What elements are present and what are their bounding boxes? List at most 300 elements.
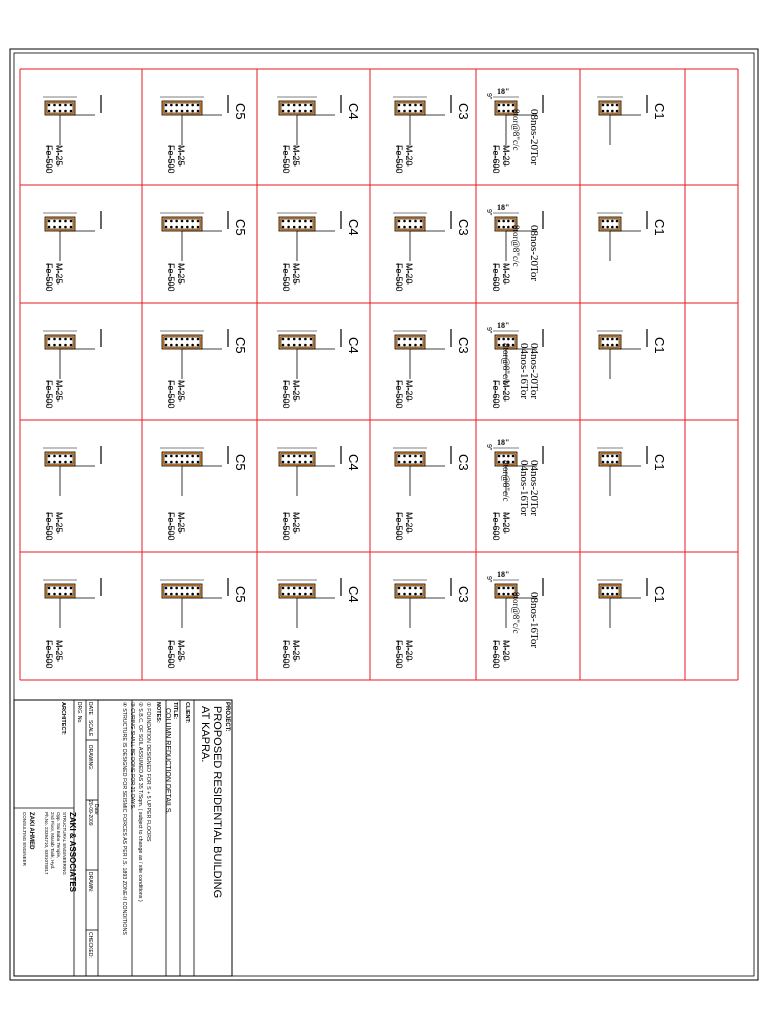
rebar-top-r1-c5-4 [70,220,73,223]
tb-firm-line1: STRUCTURAL ENGINEERING [62,812,67,875]
rebar-top-r1-c0-2 [611,220,614,223]
rebar-top-r1-c2-2 [409,220,412,223]
rebar-top-r0-c0-3 [616,104,619,107]
steel-r1-c4-wrap [166,263,176,292]
column-label-r2-c3: C4 [346,337,361,354]
steel-r4-c5-wrap [44,640,54,669]
rebar-top-r2-c0-3 [616,338,619,341]
rebar-top-r2-c2-0 [398,338,401,341]
rebar-top-r2-c1-3 [512,338,515,341]
rebar-bot-r1-c5-1 [53,226,56,229]
bar-callout-r3-0: 04nos-20Tor [528,460,540,517]
rebar-top-r4-c3-0 [282,587,285,590]
grade-r2-c4: M-25 [176,380,186,401]
column-label-r0-c3-wrap [346,103,361,120]
steel-r2-c4-wrap [166,380,176,409]
rebar-top-r1-c4-0 [165,220,168,223]
grade-r3-c2: M-20 [404,512,414,533]
tie-callout-r2-wrap [501,343,511,384]
rebar-bot-r0-c5-0 [48,110,51,113]
cell-r1-c3 [277,211,361,292]
rebar-top-r1-c3-5 [310,220,313,223]
column-label-r0-c2-wrap [456,103,471,120]
rebar-bot-r2-c0-2 [611,344,614,347]
column-label-r0-c0: C1 [652,103,667,120]
rebar-bot-r4-c2-2 [409,593,412,596]
rebar-top-r2-c0-2 [611,338,614,341]
rebar-top-r0-c4-2 [175,104,178,107]
tb-checked-label: CHECKED: [87,932,93,958]
grade-r3-c4: M-25 [176,512,186,533]
cell-r2-c5 [43,329,101,409]
rebar-top-r1-c0-1 [606,220,609,223]
cell-r4-c3 [277,578,361,669]
steel-r0-c3: Fe-500 [281,145,291,174]
rebar-bot-r0-c2-0 [398,110,401,113]
rebar-bot-r2-c3-5 [310,344,313,347]
cell-r4-c5 [43,578,101,669]
steel-r0-c1: Fe-600 [491,145,501,174]
rebar-bot-r0-c4-1 [170,110,173,113]
rebar-bot-r4-c3-3 [299,593,302,596]
rebar-top-r1-c3-3 [299,220,302,223]
grade-r0-c4: M-25 [176,145,186,166]
grade-r4-c2: M-20 [404,640,414,661]
rebar-bot-r2-c5-3 [64,344,67,347]
rebar-top-r4-c1-2 [507,587,510,590]
rebar-bot-r0-c5-2 [59,110,62,113]
steel-r3-c4: Fe-500 [166,512,176,541]
tb-date-label: DATE [87,702,93,715]
rebar-bot-r3-c2-0 [398,461,401,464]
column-label-r0-c0-wrap [652,103,667,120]
grade-r1-c4-wrap [176,263,186,284]
rebar-top-r1-c5-1 [53,220,56,223]
steel-r1-c3: Fe-500 [281,263,291,292]
grade-r2-c4-wrap [176,380,186,401]
rebar-top-r4-c4-6 [197,587,200,590]
cell-r1-c2 [393,211,471,292]
rebar-top-r4-c5-4 [70,587,73,590]
bar-callout-r0-0-wrap [528,109,540,165]
rebar-top-r0-c5-0 [48,104,51,107]
rebar-bot-r2-c4-6 [197,344,200,347]
rebar-top-r1-c0-3 [616,220,619,223]
rebar-top-r0-c4-6 [197,104,200,107]
bar-callout-r2-0: 04nos-20Tor [528,343,540,400]
rebar-top-r0-c4-5 [191,104,194,107]
rebar-top-r1-c4-2 [175,220,178,223]
rebar-bot-r1-c4-3 [181,226,184,229]
rebar-top-r4-c1-1 [502,587,505,590]
rebar-top-r0-c2-1 [403,104,406,107]
rebar-top-r2-c5-2 [59,338,62,341]
steel-r0-c1-wrap [491,145,501,174]
steel-r0-c2: Fe-500 [394,145,404,174]
cell-r3-c5 [43,446,101,541]
grade-r4-c5: M-25 [54,640,64,661]
rebar-top-r1-c5-2 [59,220,62,223]
rebar-bot-r3-c3-3 [299,461,302,464]
rebar-bot-r2-c4-0 [165,344,168,347]
rebar-bot-r3-c5-2 [59,461,62,464]
tb-architect-label: ARCHITECT: [60,702,66,735]
rebar-bot-r0-c1-1 [502,110,505,113]
grade-r1-c2: M-20 [404,263,414,284]
steel-r1-c3-wrap [281,263,291,292]
grade-r4-c4-wrap [176,640,186,661]
rebar-bot-r3-c4-4 [186,461,189,464]
rebar-top-r4-c4-4 [186,587,189,590]
rebar-top-r4-c4-5 [191,587,194,590]
rebar-top-r2-c4-0 [165,338,168,341]
rebar-top-r4-c4-0 [165,587,168,590]
grade-r0-c5-wrap [54,145,64,166]
column-label-r4-c4-wrap [233,586,248,603]
rebar-top-r0-c4-1 [170,104,173,107]
rebar-top-r0-c4-3 [181,104,184,107]
rebar-top-r2-c0-0 [602,338,605,341]
rebar-bot-r0-c1-2 [507,110,510,113]
rebar-bot-r1-c0-0 [602,226,605,229]
rebar-top-r4-c4-1 [170,587,173,590]
rebar-top-r1-c2-0 [398,220,401,223]
rebar-bot-r4-c4-0 [165,593,168,596]
rebar-bot-r1-c5-0 [48,226,51,229]
rebar-top-r1-c4-3 [181,220,184,223]
cell-r4-c2 [393,578,471,669]
rebar-bot-r0-c2-3 [414,110,417,113]
tb-firm-line4: Ph.No. 23394710, 9391075817 [44,812,49,875]
rebar-top-r2-c3-1 [287,338,290,341]
grade-r1-c5-wrap [54,263,64,284]
rebar-bot-r2-c3-4 [304,344,307,347]
column-label-r4-c3-wrap [346,586,361,603]
rebar-top-r4-c2-0 [398,587,401,590]
rebar-top-r0-c2-2 [409,104,412,107]
grade-r3-c1: M-20 [501,512,511,533]
tb-drawing-label: DRAWING: [87,745,93,771]
rebar-top-r3-c5-0 [48,455,51,458]
column-label-r3-c2-wrap [456,454,471,471]
rebar-top-r1-c2-4 [420,220,423,223]
grade-r3-c1-wrap [501,512,511,533]
rebar-top-r2-c1-0 [498,338,501,341]
tb-notes-label: NOTES: [155,702,161,723]
rebar-bot-r2-c4-3 [181,344,184,347]
rebar-top-r3-c2-3 [414,455,417,458]
rebar-top-r2-c3-5 [310,338,313,341]
rebar-top-r2-c5-4 [70,338,73,341]
rebar-bot-r0-c5-3 [64,110,67,113]
rebar-bot-r4-c5-4 [70,593,73,596]
column-label-r3-c4: C5 [233,454,248,471]
schedule-cells [43,87,667,669]
steel-r4-c1: Fe-600 [491,640,501,669]
rebar-top-r0-c2-3 [414,104,417,107]
rebar-top-r3-c2-1 [403,455,406,458]
rebar-bot-r1-c0-3 [616,226,619,229]
tb-firm-name: ZAKI & ASSOCIATES [68,812,77,893]
grade-r1-c2-wrap [404,263,414,284]
column-label-r1-c2: C3 [456,219,471,236]
rebar-bot-r3-c3-2 [293,461,296,464]
column-label-r3-c2: C3 [456,454,471,471]
rebar-bot-r4-c4-3 [181,593,184,596]
bar-callout-r3-1: 04nos-16Tor [518,460,530,517]
rebar-bot-r1-c3-4 [304,226,307,229]
rebar-bot-r1-c3-2 [293,226,296,229]
rebar-bot-r4-c0-2 [611,593,614,596]
rebar-top-r2-c4-3 [181,338,184,341]
rebar-top-r3-c4-5 [191,455,194,458]
cell-r1-c0 [597,211,667,261]
rebar-bot-r2-c4-4 [186,344,189,347]
rebar-bot-r0-c0-2 [611,110,614,113]
grade-r3-c5: M-25 [54,512,64,533]
rebar-bot-r1-c1-1 [502,226,505,229]
rebar-bot-r0-c5-1 [53,110,56,113]
column-label-r3-c4-wrap [233,454,248,471]
column-label-r2-c0-wrap [652,337,667,354]
cell-r1-c1 [485,203,543,292]
tie-callout-r4-wrap [511,592,521,633]
rebar-top-r1-c1-3 [512,220,515,223]
rebar-bot-r1-c4-2 [175,226,178,229]
rebar-top-r3-c5-3 [64,455,67,458]
steel-r0-c2-wrap [394,145,404,174]
grade-r3-c2-wrap [404,512,414,533]
rebar-bot-r2-c4-5 [191,344,194,347]
rebar-bot-r0-c3-0 [282,110,285,113]
column-label-r4-c4: C5 [233,586,248,603]
column-tie-r0-c3 [281,103,313,113]
rebar-top-r0-c3-5 [310,104,313,107]
rebar-top-r1-c2-3 [414,220,417,223]
rebar-bot-r4-c0-3 [616,593,619,596]
rebar-top-r0-c5-3 [64,104,67,107]
steel-r3-c3: Fe-500 [281,512,291,541]
steel-r2-c5-wrap [44,380,54,409]
cell-r4-c1 [485,570,543,669]
rebar-top-r0-c2-4 [420,104,423,107]
rebar-bot-r0-c0-3 [616,110,619,113]
rebar-top-r4-c3-4 [304,587,307,590]
tb-engineer-role: CONSULTING ENGINEER [22,812,27,866]
dim-depth-r2-c1-wrap [485,327,492,334]
rebar-top-r1-c1-2 [507,220,510,223]
column-label-r0-c2: C3 [456,103,471,120]
rebar-top-r1-c2-1 [403,220,406,223]
rebar-bot-r1-c4-6 [197,226,200,229]
rebar-bot-r3-c3-4 [304,461,307,464]
dim-width-r3-c1: 18" [497,438,510,447]
rebar-bot-r4-c2-3 [414,593,417,596]
column-tie-r2-c3 [281,337,313,347]
rebar-bot-r3-c3-0 [282,461,285,464]
column-label-r4-c2: C3 [456,586,471,603]
rebar-top-r1-c1-0 [498,220,501,223]
rebar-bot-r4-c0-0 [602,593,605,596]
dim-depth-r0-c1: 9" [485,93,492,100]
rebar-bot-r4-c5-2 [59,593,62,596]
rebar-bot-r2-c3-2 [293,344,296,347]
rebar-top-r3-c0-2 [611,455,614,458]
rebar-top-r2-c4-6 [197,338,200,341]
rebar-bot-r2-c5-0 [48,344,51,347]
rebar-top-r1-c4-4 [186,220,189,223]
steel-r1-c1: Fe-600 [491,263,501,292]
rebar-top-r2-c4-2 [175,338,178,341]
rebar-top-r4-c0-2 [611,587,614,590]
dim-width-r2-c1: 18" [497,321,510,330]
column-label-r1-c0: C1 [652,219,667,236]
cell-r4-c4 [160,578,248,669]
rebar-top-r4-c3-3 [299,587,302,590]
cell-r2-c4 [160,329,248,409]
rebar-bot-r2-c0-0 [602,344,605,347]
rebar-bot-r2-c2-4 [420,344,423,347]
rebar-top-r3-c5-4 [70,455,73,458]
rebar-top-r2-c1-1 [502,338,505,341]
grade-r0-c5: M-25 [54,145,64,166]
rebar-top-r2-c3-3 [299,338,302,341]
tb-drg-label: DRG. No. [76,702,82,724]
cell-r2-c1 [485,321,543,409]
rebar-top-r0-c3-2 [293,104,296,107]
rebar-top-r3-c2-0 [398,455,401,458]
column-tie-r4-c3 [281,586,313,596]
rebar-top-r2-c4-1 [170,338,173,341]
rebar-top-r2-c4-4 [186,338,189,341]
rebar-bot-r0-c0-0 [602,110,605,113]
column-label-r2-c4-wrap [233,337,248,354]
rebar-top-r3-c5-1 [53,455,56,458]
column-label-r3-c0: C1 [652,454,667,471]
rebar-bot-r3-c4-1 [170,461,173,464]
dim-depth-r0-c1-wrap [485,93,492,100]
cell-r4-c0 [597,578,667,628]
rebar-bot-r3-c5-3 [64,461,67,464]
grade-r2-c2: M-20 [404,380,414,401]
grade-r0-c1-wrap [501,145,511,166]
rebar-bot-r1-c2-1 [403,226,406,229]
cell-r3-c3 [277,446,361,541]
rebar-bot-r1-c3-3 [299,226,302,229]
rebar-bot-r2-c5-4 [70,344,73,347]
dim-depth-r1-c1: 9" [485,209,492,216]
rebar-bot-r0-c4-4 [186,110,189,113]
rebar-top-r3-c3-3 [299,455,302,458]
rebar-top-r2-c5-3 [64,338,67,341]
dim-depth-r3-c1: 9" [485,444,492,451]
rebar-top-r3-c1-1 [502,455,505,458]
dim-width-r4-c1: 18" [497,570,510,579]
steel-r0-c5: Fe-500 [44,145,54,174]
rebar-bot-r2-c1-0 [498,344,501,347]
steel-r1-c4: Fe-500 [166,263,176,292]
grade-r4-c1-wrap [501,640,511,661]
rebar-top-r0-c1-0 [498,104,501,107]
column-label-r3-c3: C4 [346,454,361,471]
rebar-bot-r0-c5-4 [70,110,73,113]
steel-r2-c1: Fe-600 [491,380,501,409]
rebar-bot-r0-c4-2 [175,110,178,113]
rebar-bot-r1-c2-3 [414,226,417,229]
rebar-bot-r2-c0-3 [616,344,619,347]
rebar-bot-r3-c4-6 [197,461,200,464]
grade-r0-c2: M-20 [404,145,414,166]
tb-project-line2: AT KAPRA. [199,706,211,763]
grade-r2-c5: M-25 [54,380,64,401]
steel-r0-c4: Fe-500 [166,145,176,174]
column-label-r2-c3-wrap [346,337,361,354]
rebar-bot-r4-c4-6 [197,593,200,596]
tb-note-4: ④ STRUCTURE IS DESIGNED FOR SEISMIC FORCES AS PER I.S. 1893 ZONE-II CONDITIONS [121,702,127,935]
rebar-bot-r0-c0-1 [606,110,609,113]
rebar-bot-r1-c5-2 [59,226,62,229]
steel-r1-c5-wrap [44,263,54,292]
rebar-bot-r4-c1-2 [507,593,510,596]
tb-firm-line2: Opp. Sai Baba Temple, [56,812,61,859]
rebar-top-r4-c1-3 [512,587,515,590]
rebar-top-r4-c0-0 [602,587,605,590]
grade-r0-c1: M-20 [501,145,511,166]
rebar-bot-r3-c4-2 [175,461,178,464]
dim-depth-r4-c1-wrap [485,576,492,583]
rebar-bot-r3-c0-0 [602,461,605,464]
tie-callout-r1: 8tor@8"c/c [511,225,521,267]
column-label-r3-c0-wrap [652,454,667,471]
rebar-bot-r3-c4-5 [191,461,194,464]
column-label-r1-c2-wrap [456,219,471,236]
rebar-bot-r0-c2-1 [403,110,406,113]
rebar-top-r2-c1-2 [507,338,510,341]
rebar-bot-r2-c2-1 [403,344,406,347]
rebar-top-r3-c4-2 [175,455,178,458]
rebar-top-r2-c2-3 [414,338,417,341]
rebar-bot-r0-c4-0 [165,110,168,113]
rebar-top-r4-c5-1 [53,587,56,590]
column-label-r0-c4-wrap [233,103,248,120]
rebar-bot-r2-c0-1 [606,344,609,347]
rebar-bot-r0-c3-4 [304,110,307,113]
steel-r0-c3-wrap [281,145,291,174]
grade-r2-c5-wrap [54,380,64,401]
rebar-top-r1-c1-1 [502,220,505,223]
steel-r3-c5: Fe-500 [44,512,54,541]
steel-r2-c4: Fe-500 [166,380,176,409]
rebar-bot-r4-c1-0 [498,593,501,596]
column-label-r0-c4: C5 [233,103,248,120]
steel-r3-c2: Fe-500 [394,512,404,541]
cell-r0-c3 [277,95,361,174]
rebar-bot-r0-c2-4 [420,110,423,113]
cell-r0-c0 [597,95,667,145]
column-label-r4-c3: C4 [346,586,361,603]
rebar-bot-r1-c1-2 [507,226,510,229]
rebar-bot-r0-c4-6 [197,110,200,113]
rebar-top-r3-c1-2 [507,455,510,458]
dim-depth-r3-c1-wrap [485,444,492,451]
tb-title-label: TITLE: [172,702,178,720]
rebar-bot-r0-c3-5 [310,110,313,113]
tb-project-label: PROJECT: [224,702,230,732]
rebar-top-r3-c4-4 [186,455,189,458]
steel-r2-c2: Fe-500 [394,380,404,409]
rebar-bot-r2-c2-3 [414,344,417,347]
rebar-top-r4-c3-1 [287,587,290,590]
